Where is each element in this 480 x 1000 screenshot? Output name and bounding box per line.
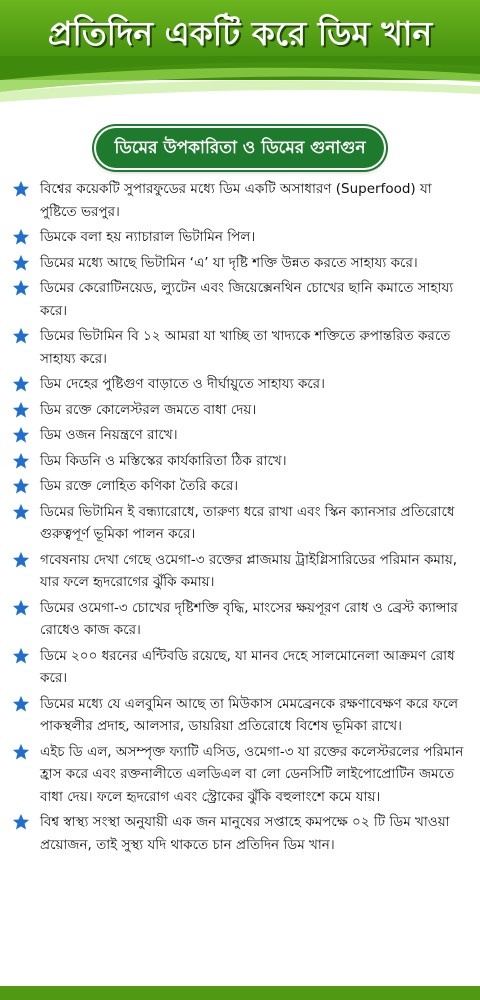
list-item-text: ডিমের মধ্যে যে এলবুমিন আছে তা মিউকাস মেমব্রেনকে রক্ষণাবেক্ষণ করে ফলে পাকস্থলীর প্রদাহ, আলসার, ডায়রিয়া প্রতিরোধে বিশেষ ভূমিকা রাখে। <box>40 695 459 734</box>
list-item <box>12 178 470 223</box>
star-icon <box>12 180 30 198</box>
list-item-text: ডিমকে বলা হয় ন্যাচারাল ভিটামিন পিল। <box>40 229 256 245</box>
list-item <box>12 399 470 422</box>
benefits-list <box>0 178 480 856</box>
list-item-text: ডিম কিডনি ও মস্তিস্কের কার্যকারিতা ঠিক রাখে। <box>40 452 287 469</box>
list-item <box>12 549 470 594</box>
star-icon <box>12 279 30 297</box>
star-icon <box>12 401 30 419</box>
list-item <box>12 325 470 370</box>
star-icon <box>12 254 30 272</box>
list-item <box>12 501 470 546</box>
list-item <box>12 811 470 856</box>
list-item <box>12 645 470 690</box>
list-item <box>12 741 470 809</box>
list-item-text: ডিম ওজন নিয়ন্ত্রণে রাখে। <box>40 427 178 443</box>
list-item <box>12 693 470 738</box>
subtitle-banner: ডিমের উপকারিতা ও ডিমের গুনাগুন <box>96 128 384 168</box>
star-icon <box>12 695 30 713</box>
decorative-swoosh <box>0 56 480 116</box>
benefits-content <box>0 178 480 978</box>
list-item-text: ডিমের কেরোটিনয়েড, ল্যুটেন এবং জিয়েক্সেনথিন চোখের ছানি কমাতে সাহায্য করে। <box>40 280 454 319</box>
star-icon <box>12 599 30 617</box>
star-icon <box>12 647 30 665</box>
list-item <box>12 597 470 642</box>
list-item <box>12 450 470 473</box>
list-item-text: বিশ্বের কয়েকটি সুপারফুডের মধ্যে ডিম একটি অসাধারণ (Superfood) যা পুষ্টিতে ভরপুর। <box>40 181 432 220</box>
star-icon <box>12 551 30 569</box>
list-item <box>12 475 470 498</box>
page-title: প্রতিদিন একটি করে ডিম খান <box>47 14 433 53</box>
list-item-text: বিশ্ব স্বাস্থ্য সংস্থা অনুযায়ী এক জন মানুষের সপ্তাহে কমপক্ষে ০২ টি ডিম খাওয়া প্রয়োজন, তাই সুস্থ্য যদি থাকতে চান প্রতিদিন ডিম খান। <box>40 814 450 853</box>
list-item <box>12 424 470 447</box>
list-item <box>12 277 470 322</box>
list-item-text: ডিমের ওমেগা-৩ চোখের দৃষ্টিশক্তি বৃদ্ধি, মাংসের ক্ষয়পূরণ রোধ ও ব্রেস্ট ক্যান্সার রোধেও কাজ করে। <box>40 599 458 638</box>
list-item-text: এইচ ডি এল, অসম্পৃক্ত ফ্যাটি এসিড, ওমেগা-৩ যা রক্তের কলেস্টরলের পরিমান হ্রাস করে এবং রক্তনালীতে এলডিএল বা লো ডেনসিটি লাইপোপ্রোটিন জমতে বাধা দেয়। ফলে হৃদরোগ এবং স্ট্রোকের ঝুঁকি বহুলাংশে কমে যায়। <box>40 743 464 805</box>
list-item <box>12 226 470 249</box>
list-item-text: ডিমের ভিটামিন ই বন্ধ্যারোধে, তারুণ্য ধরে রাখা এবং স্কিন ক্যানসার প্রতিরোধে গুরুত্বপূর্ণ ভূমিকা পালন করে। <box>40 503 455 542</box>
star-icon <box>12 426 30 444</box>
star-icon <box>12 813 30 831</box>
list-item-text: ডিম রক্তে কোলেস্টরল জমতে বাধা দেয়। <box>40 401 257 418</box>
star-icon <box>12 327 30 345</box>
star-icon <box>12 477 30 495</box>
list-item <box>12 252 470 275</box>
star-icon <box>12 503 30 521</box>
list-item-text: ডিম দেহের পুষ্টিগুণ বাড়াতে ও দীর্ঘায়ুতে সাহায্য করে। <box>40 376 325 392</box>
list-item-text: ডিমে ২০০ ধরনের এন্টিবডি রয়েছে, যা মানব দেহে সালমোনেলা আক্রমণ রোধ করে। <box>40 647 455 686</box>
star-icon <box>12 375 30 393</box>
list-item-text: ডিমের মধ্যে আছে ভিটামিন ‘এ’ যা দৃষ্টি শক্তি উন্নত করতে সাহায্য করে। <box>40 254 418 271</box>
star-icon <box>12 452 30 470</box>
footer-bar <box>0 986 480 1000</box>
list-item-text: গবেষনায় দেখা গেছে ওমেগা-৩ রক্তের প্লাজমায় ট্রাইগ্লিসারিডের পরিমান কমায়, যার ফলে হৃদরোগের ঝুঁকি কমায়। <box>40 551 458 590</box>
star-icon <box>12 743 30 761</box>
list-item-text: ডিমের ভিটামিন বি ১২ আমরা যা খাচ্ছি তা খাদ্যকে শক্তিতে রুপান্তরিত করতে সাহায্য করে। <box>40 328 451 367</box>
list-item-text: ডিম রক্তে লোহিত কণিকা তৈরি করে। <box>40 478 239 494</box>
list-item <box>12 373 470 396</box>
star-icon <box>12 228 30 246</box>
